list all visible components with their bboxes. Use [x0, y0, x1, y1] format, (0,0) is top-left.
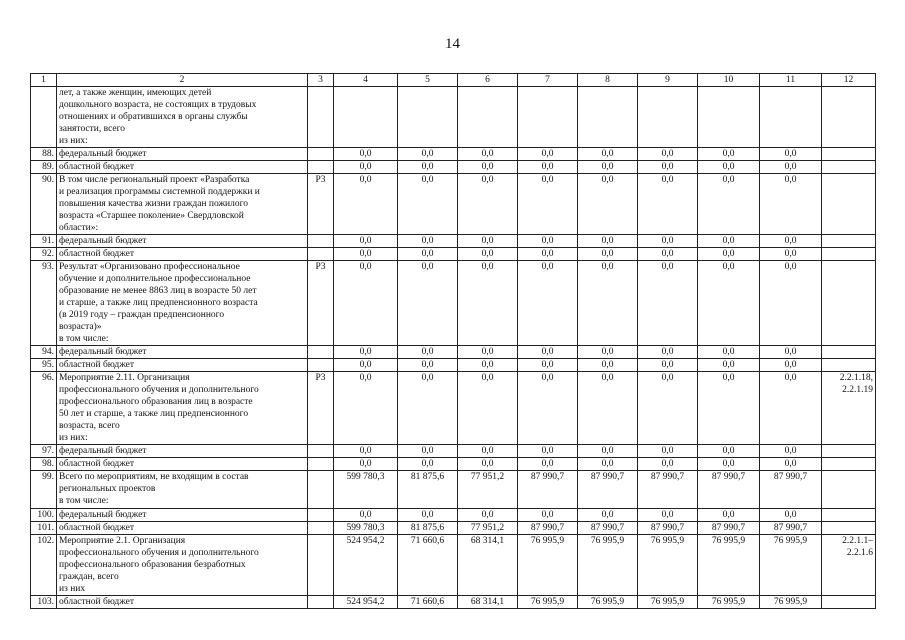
column-number-cell: 9 — [638, 74, 698, 87]
amount-cell: 0,0 — [638, 248, 698, 261]
row-description-cell: Мероприятие 2.11. Организация профессионального обучения и дополнительного профессионального образования лиц в возрасте 50 лет и старше, а также лиц предпенсионного возраста, всего из них: — [57, 372, 308, 445]
table-row — [31, 87, 876, 148]
amount-cell: 87 990,7 — [638, 471, 698, 509]
amount-cell: 0,0 — [578, 445, 638, 458]
amount-cell: 0,0 — [334, 261, 398, 346]
table-row — [31, 471, 876, 509]
amount-cell: 0,0 — [698, 509, 760, 522]
row-description-cell: областной бюджет — [57, 458, 308, 471]
amount-cell: 81 875,6 — [398, 522, 458, 535]
row-description-cell: федеральный бюджет — [57, 509, 308, 522]
row-description-cell: областной бюджет — [57, 522, 308, 535]
target-ref-cell: 2.2.1.18, 2.2.1.19 — [822, 372, 876, 445]
amount-cell: 0,0 — [760, 174, 822, 235]
amount-cell: 0,0 — [398, 445, 458, 458]
amount-cell: 0,0 — [760, 148, 822, 161]
amount-cell: 0,0 — [458, 359, 518, 372]
amount-cell: 76 995,9 — [518, 596, 578, 609]
target-ref-cell — [822, 87, 876, 148]
amount-cell: 0,0 — [578, 161, 638, 174]
amount-cell: 0,0 — [458, 261, 518, 346]
row-description-cell: федеральный бюджет — [57, 346, 308, 359]
amount-cell: 0,0 — [638, 458, 698, 471]
amount-cell: 0,0 — [698, 248, 760, 261]
amount-cell: 0,0 — [578, 372, 638, 445]
row-number-cell: 90. — [31, 174, 57, 235]
amount-cell: 0,0 — [518, 161, 578, 174]
table-row — [31, 148, 876, 161]
amount-cell: 0,0 — [398, 235, 458, 248]
project-code-cell — [308, 535, 334, 596]
row-number-cell: 103. — [31, 596, 57, 609]
amount-cell: 0,0 — [760, 509, 822, 522]
amount-cell: 71 660,6 — [398, 596, 458, 609]
row-number-cell: 102. — [31, 535, 57, 596]
amount-cell — [458, 87, 518, 148]
amount-cell: 0,0 — [760, 359, 822, 372]
amount-cell: 524 954,2 — [334, 596, 398, 609]
amount-cell: 0,0 — [458, 372, 518, 445]
column-number-cell: 5 — [398, 74, 458, 87]
row-description-cell: Мероприятие 2.1. Организация профессионального обучения и дополнительного профессионального образования безработных граждан, всего из них — [57, 535, 308, 596]
column-number-cell: 6 — [458, 74, 518, 87]
amount-cell: 0,0 — [518, 359, 578, 372]
amount-cell: 68 314,1 — [458, 596, 518, 609]
amount-cell: 0,0 — [698, 372, 760, 445]
amount-cell: 0,0 — [458, 248, 518, 261]
amount-cell: 0,0 — [578, 174, 638, 235]
amount-cell: 0,0 — [578, 359, 638, 372]
amount-cell: 0,0 — [458, 458, 518, 471]
amount-cell: 0,0 — [398, 161, 458, 174]
amount-cell: 0,0 — [398, 261, 458, 346]
amount-cell: 0,0 — [638, 372, 698, 445]
row-description-cell: областной бюджет — [57, 161, 308, 174]
amount-cell: 0,0 — [760, 372, 822, 445]
amount-cell: 87 990,7 — [578, 471, 638, 509]
amount-cell: 87 990,7 — [698, 522, 760, 535]
amount-cell: 0,0 — [698, 148, 760, 161]
amount-cell: 0,0 — [638, 445, 698, 458]
amount-cell: 0,0 — [458, 346, 518, 359]
amount-cell: 0,0 — [458, 148, 518, 161]
amount-cell — [698, 87, 760, 148]
amount-cell: 0,0 — [518, 445, 578, 458]
column-number-cell: 12 — [822, 74, 876, 87]
table-row — [31, 535, 876, 596]
amount-cell: 0,0 — [638, 161, 698, 174]
amount-cell: 0,0 — [458, 509, 518, 522]
table-row — [31, 372, 876, 445]
project-code-cell — [308, 458, 334, 471]
amount-cell: 87 990,7 — [760, 471, 822, 509]
column-number-cell: 2 — [57, 74, 308, 87]
amount-cell — [398, 87, 458, 148]
amount-cell: 0,0 — [398, 148, 458, 161]
amount-cell — [334, 87, 398, 148]
amount-cell: 87 990,7 — [578, 522, 638, 535]
target-ref-cell — [822, 509, 876, 522]
target-ref-cell — [822, 148, 876, 161]
amount-cell: 0,0 — [458, 161, 518, 174]
project-code-cell: Р3 — [308, 174, 334, 235]
column-number-cell: 4 — [334, 74, 398, 87]
amount-cell: 0,0 — [698, 445, 760, 458]
amount-cell: 76 995,9 — [698, 596, 760, 609]
amount-cell: 0,0 — [638, 261, 698, 346]
table-row — [31, 359, 876, 372]
row-number-cell: 101. — [31, 522, 57, 535]
row-number-cell: 89. — [31, 161, 57, 174]
amount-cell: 76 995,9 — [698, 535, 760, 596]
amount-cell: 0,0 — [458, 235, 518, 248]
table-row — [31, 346, 876, 359]
target-ref-cell — [822, 522, 876, 535]
amount-cell: 0,0 — [334, 372, 398, 445]
row-number-cell: 92. — [31, 248, 57, 261]
amount-cell: 0,0 — [518, 372, 578, 445]
project-code-cell — [308, 161, 334, 174]
row-number-cell: 88. — [31, 148, 57, 161]
amount-cell: 0,0 — [334, 445, 398, 458]
table-row — [31, 174, 876, 235]
amount-cell: 0,0 — [638, 148, 698, 161]
amount-cell: 0,0 — [398, 372, 458, 445]
amount-cell: 0,0 — [334, 359, 398, 372]
target-ref-cell — [822, 248, 876, 261]
amount-cell: 0,0 — [698, 346, 760, 359]
row-number-cell: 100. — [31, 509, 57, 522]
project-code-cell — [308, 235, 334, 248]
amount-cell — [578, 87, 638, 148]
amount-cell: 76 995,9 — [578, 596, 638, 609]
row-number-cell: 91. — [31, 235, 57, 248]
amount-cell: 0,0 — [518, 235, 578, 248]
project-code-cell — [308, 359, 334, 372]
target-ref-cell — [822, 346, 876, 359]
amount-cell: 0,0 — [398, 458, 458, 471]
amount-cell: 68 314,1 — [458, 535, 518, 596]
amount-cell: 0,0 — [398, 174, 458, 235]
row-description-cell: Всего по мероприятиям, не входящим в состав региональных проектов в том числе: — [57, 471, 308, 509]
amount-cell — [638, 87, 698, 148]
amount-cell: 0,0 — [334, 458, 398, 471]
amount-cell: 76 995,9 — [638, 535, 698, 596]
table-row — [31, 445, 876, 458]
amount-cell: 0,0 — [398, 346, 458, 359]
project-code-cell — [308, 148, 334, 161]
target-ref-cell — [822, 359, 876, 372]
amount-cell: 77 951,2 — [458, 522, 518, 535]
amount-cell: 87 990,7 — [638, 522, 698, 535]
row-number-cell — [31, 87, 57, 148]
amount-cell: 599 780,3 — [334, 471, 398, 509]
target-ref-cell — [822, 161, 876, 174]
amount-cell: 0,0 — [578, 346, 638, 359]
column-number-cell: 8 — [578, 74, 638, 87]
amount-cell: 0,0 — [760, 248, 822, 261]
row-number-cell: 95. — [31, 359, 57, 372]
project-code-cell: Р3 — [308, 261, 334, 346]
amount-cell: 0,0 — [334, 161, 398, 174]
amount-cell: 87 990,7 — [518, 471, 578, 509]
amount-cell: 76 995,9 — [638, 596, 698, 609]
table-row — [31, 509, 876, 522]
project-code-cell — [308, 471, 334, 509]
amount-cell: 0,0 — [638, 359, 698, 372]
amount-cell: 76 995,9 — [760, 535, 822, 596]
amount-cell: 0,0 — [638, 174, 698, 235]
amount-cell: 0,0 — [578, 458, 638, 471]
project-code-cell — [308, 509, 334, 522]
target-ref-cell — [822, 471, 876, 509]
row-description-cell: федеральный бюджет — [57, 445, 308, 458]
amount-cell: 0,0 — [398, 359, 458, 372]
amount-cell: 0,0 — [578, 235, 638, 248]
row-number-cell: 99. — [31, 471, 57, 509]
project-code-cell: Р3 — [308, 372, 334, 445]
amount-cell: 0,0 — [698, 161, 760, 174]
row-description-cell: Результат «Организовано профессиональное обучение и дополнительное профессиональное образование не менее 8863 лиц в возрасте 50 лет и старше, а также лиц предпенсионного возраста (в 2019 году – граждан предпенсионного возраста)» в том числе: — [57, 261, 308, 346]
amount-cell: 87 990,7 — [518, 522, 578, 535]
target-ref-cell — [822, 445, 876, 458]
table-row — [31, 596, 876, 609]
amount-cell: 87 990,7 — [760, 522, 822, 535]
amount-cell: 0,0 — [698, 261, 760, 346]
amount-cell: 0,0 — [518, 148, 578, 161]
row-number-cell: 94. — [31, 346, 57, 359]
amount-cell: 524 954,2 — [334, 535, 398, 596]
amount-cell: 0,0 — [518, 261, 578, 346]
amount-cell: 76 995,9 — [578, 535, 638, 596]
amount-cell: 0,0 — [698, 174, 760, 235]
amount-cell: 0,0 — [760, 235, 822, 248]
amount-cell: 0,0 — [398, 248, 458, 261]
row-description-cell: областной бюджет — [57, 596, 308, 609]
amount-cell: 0,0 — [638, 346, 698, 359]
target-ref-cell — [822, 235, 876, 248]
target-ref-cell — [822, 261, 876, 346]
amount-cell: 0,0 — [698, 458, 760, 471]
project-code-cell — [308, 445, 334, 458]
amount-cell: 0,0 — [334, 248, 398, 261]
table-row — [31, 161, 876, 174]
table-row — [31, 261, 876, 346]
amount-cell: 0,0 — [638, 235, 698, 248]
amount-cell: 0,0 — [458, 445, 518, 458]
amount-cell: 0,0 — [518, 346, 578, 359]
table-row — [31, 522, 876, 535]
project-code-cell — [308, 346, 334, 359]
target-ref-cell — [822, 596, 876, 609]
amount-cell: 0,0 — [334, 148, 398, 161]
table-row — [31, 235, 876, 248]
column-number-cell: 10 — [698, 74, 760, 87]
row-description-cell: областной бюджет — [57, 359, 308, 372]
target-ref-cell: 2.2.1.1– 2.2.1.6 — [822, 535, 876, 596]
amount-cell: 0,0 — [760, 261, 822, 346]
row-number-cell: 98. — [31, 458, 57, 471]
amount-cell: 0,0 — [638, 509, 698, 522]
amount-cell: 0,0 — [518, 174, 578, 235]
amount-cell: 0,0 — [334, 509, 398, 522]
amount-cell: 0,0 — [578, 148, 638, 161]
project-code-cell — [308, 522, 334, 535]
row-number-cell: 96. — [31, 372, 57, 445]
row-description-cell: федеральный бюджет — [57, 235, 308, 248]
amount-cell — [760, 87, 822, 148]
amount-cell: 0,0 — [698, 235, 760, 248]
amount-cell: 0,0 — [760, 346, 822, 359]
page-number: 14 — [445, 36, 460, 52]
budget-table — [30, 73, 876, 609]
row-description-cell: федеральный бюджет — [57, 148, 308, 161]
table-row — [31, 248, 876, 261]
amount-cell — [518, 87, 578, 148]
amount-cell: 0,0 — [458, 174, 518, 235]
amount-cell: 81 875,6 — [398, 471, 458, 509]
amount-cell: 71 660,6 — [398, 535, 458, 596]
amount-cell: 0,0 — [578, 248, 638, 261]
amount-cell: 76 995,9 — [760, 596, 822, 609]
row-description-cell: областной бюджет — [57, 248, 308, 261]
amount-cell: 0,0 — [334, 235, 398, 248]
project-code-cell — [308, 248, 334, 261]
row-description-cell: лет, а также женщин, имеющих детей дошкольного возраста, не состоящих в трудовых отношениях и обратившихся в органы службы занятости, всего из них: — [57, 87, 308, 148]
amount-cell: 0,0 — [698, 359, 760, 372]
amount-cell: 0,0 — [578, 509, 638, 522]
row-description-cell: В том числе региональный проект «Разработка и реализация программы системной поддержки и повышения качества жизни граждан пожилого возраста «Старшее поколение» Свердловской области»: — [57, 174, 308, 235]
row-number-cell: 93. — [31, 261, 57, 346]
column-number-cell: 3 — [308, 74, 334, 87]
amount-cell: 0,0 — [398, 509, 458, 522]
column-number-cell: 7 — [518, 74, 578, 87]
amount-cell: 87 990,7 — [698, 471, 760, 509]
amount-cell: 0,0 — [760, 458, 822, 471]
amount-cell: 0,0 — [578, 261, 638, 346]
amount-cell: 76 995,9 — [518, 535, 578, 596]
table-row — [31, 458, 876, 471]
row-number-cell: 97. — [31, 445, 57, 458]
project-code-cell — [308, 87, 334, 148]
amount-cell: 599 780,3 — [334, 522, 398, 535]
column-number-cell: 1 — [31, 74, 57, 87]
amount-cell: 0,0 — [518, 458, 578, 471]
project-code-cell — [308, 596, 334, 609]
amount-cell: 0,0 — [760, 445, 822, 458]
column-number-cell: 11 — [760, 74, 822, 87]
amount-cell: 77 951,2 — [458, 471, 518, 509]
table-header-row — [31, 74, 876, 87]
amount-cell: 0,0 — [518, 509, 578, 522]
amount-cell: 0,0 — [518, 248, 578, 261]
amount-cell: 0,0 — [760, 161, 822, 174]
amount-cell: 0,0 — [334, 174, 398, 235]
target-ref-cell — [822, 458, 876, 471]
target-ref-cell — [822, 174, 876, 235]
amount-cell: 0,0 — [334, 346, 398, 359]
